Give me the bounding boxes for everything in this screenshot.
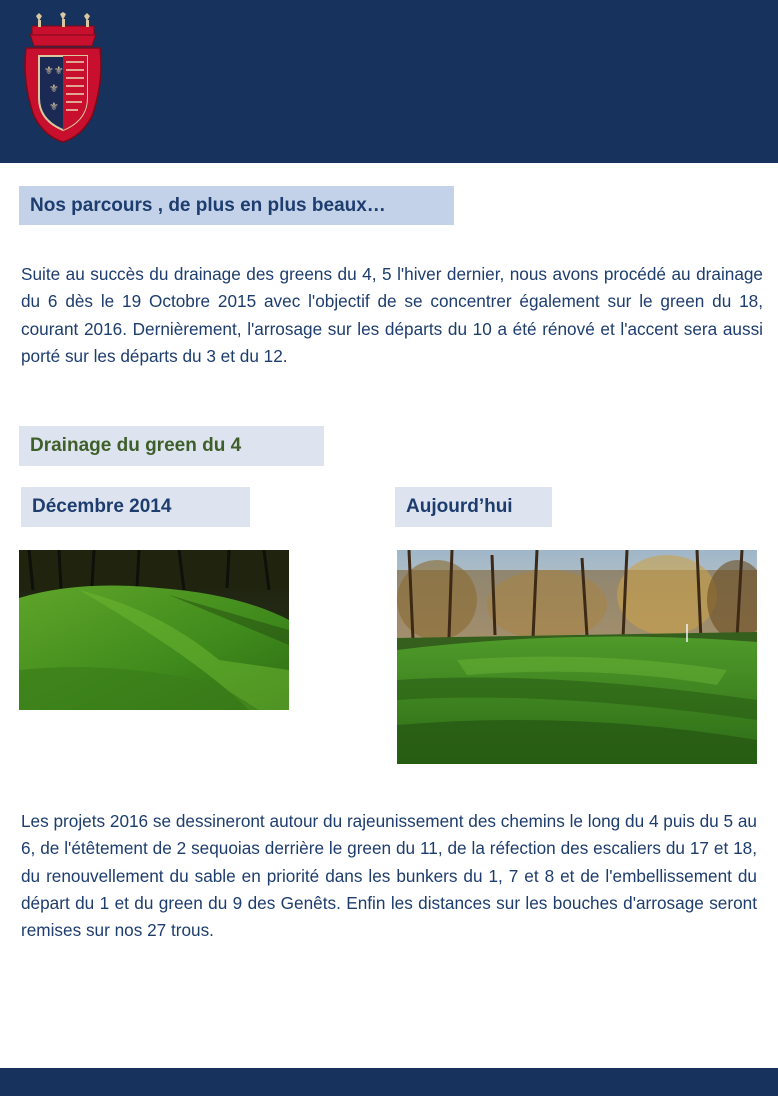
heraldic-crest-icon (22, 12, 104, 144)
intro-paragraph: Suite au succès du drainage des greens du 4, 5 l'hiver dernier, nous avons procédé au drainage du 6 dès le 19 Octobre 2015 avec l'objectif de se concentrer également sur le green du 18, courant 2016. Dernièrement, l'arrosage sur les départs du 10 a été rénové et l'accent sera aussi porté sur les départs du 3 et du 12. (21, 264, 763, 366)
section-title-drainage: Drainage du green du 4 (19, 426, 324, 466)
before-date-label: Décembre 2014 (21, 487, 250, 527)
header-banner (0, 0, 778, 163)
green-photo-today (397, 550, 757, 764)
svg-text:⚜: ⚜ (49, 100, 59, 113)
projects-paragraph: Les projets 2016 se dessineront autour du rajeunissement des chemins le long du 4 puis du 5 au 6, de l'étêtement de 2 sequoias derrière le green du 11, de la réfection des escaliers du 17 et 18, du renouvellement du sable en priorité dans les bunkers du 1, 7 et 8 et de l'embellissement du départ du 1 et du green du 9 des Genêts. Enfin les distances sur les bouches d'arrosage seront remises sur nos 27 trous. (21, 811, 757, 941)
section-title-parcours: Nos parcours , de plus en plus beaux… (19, 186, 454, 225)
after-date-label: Aujourd’hui (395, 487, 552, 527)
svg-text:⚜: ⚜ (49, 82, 59, 95)
svg-text:⚜⚜: ⚜⚜ (44, 64, 64, 77)
footer-bar (0, 1068, 778, 1096)
green-photo-december-2014 (19, 550, 289, 710)
